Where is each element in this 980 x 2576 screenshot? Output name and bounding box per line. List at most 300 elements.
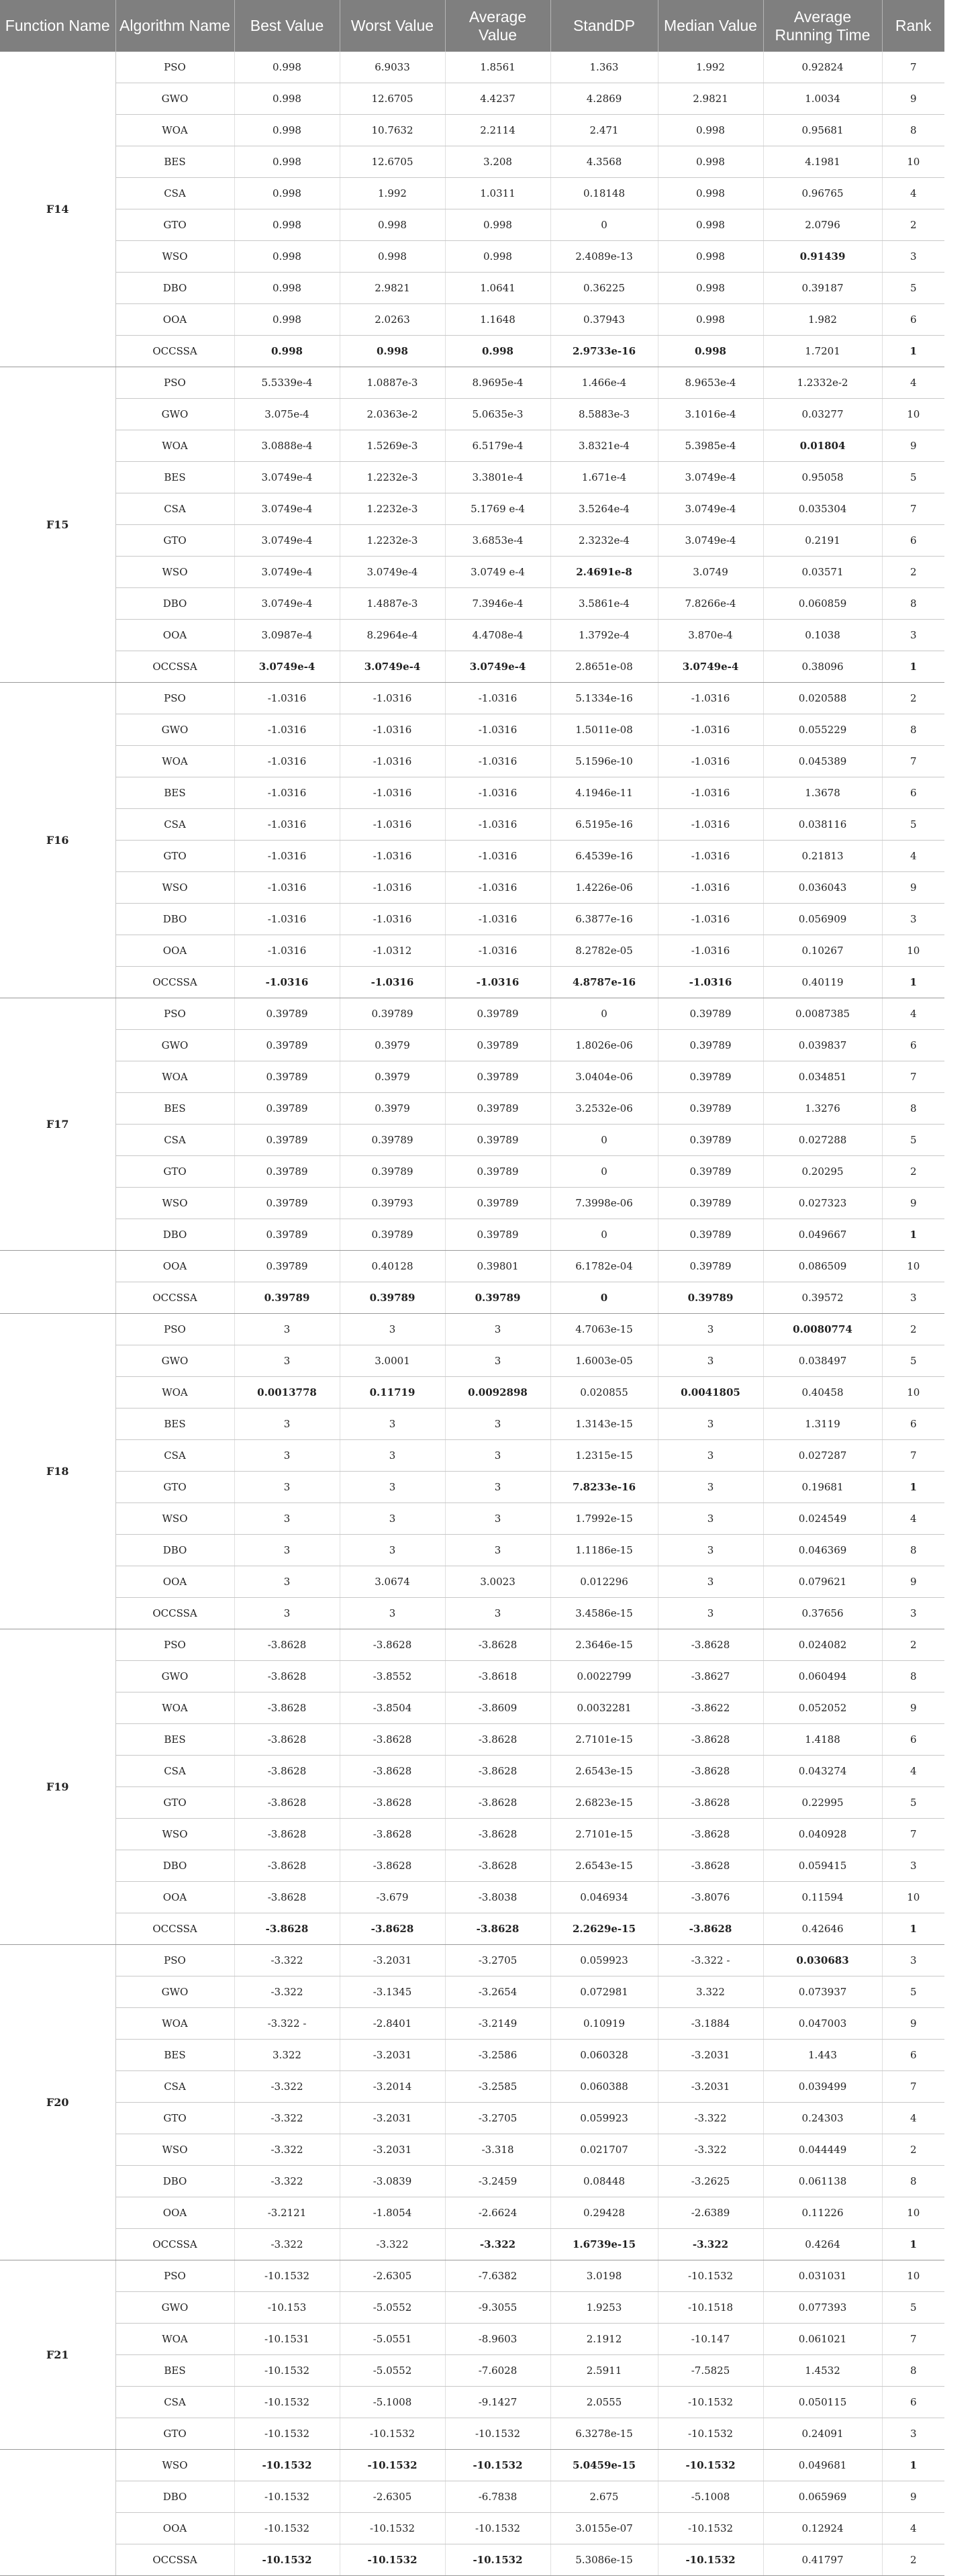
standdp-cell: 6.3877e-16	[550, 904, 658, 935]
average-value-cell: -3.2586	[445, 2040, 550, 2071]
table-row	[0, 2260, 944, 2292]
average-running-time-cell: 0.040928	[763, 1819, 882, 1850]
algorithm-name-cell: OOA	[115, 1251, 234, 1282]
worst-value-cell: 1.0887e-3	[340, 367, 445, 399]
median-value-cell: 3	[658, 1314, 763, 1345]
average-running-time-cell: 0.39572	[763, 1282, 882, 1314]
average-value-cell: -3.2459	[445, 2166, 550, 2197]
best-value-cell: -1.0316	[234, 841, 340, 872]
worst-value-cell: -3.2031	[340, 2040, 445, 2071]
algorithm-name-cell: GTO	[115, 525, 234, 557]
average-running-time-cell: 0.052052	[763, 1692, 882, 1724]
worst-value-cell: -5.0551	[340, 2324, 445, 2355]
median-value-cell: 8.9653e-4	[658, 367, 763, 399]
algorithm-name-cell: OOA	[115, 2197, 234, 2229]
worst-value-cell: 0.3979	[340, 1061, 445, 1093]
algorithm-name-cell: GWO	[115, 2292, 234, 2324]
average-value-cell: -2.6624	[445, 2197, 550, 2229]
median-value-cell: -1.0316	[658, 746, 763, 777]
table-row	[0, 462, 944, 493]
worst-value-cell: -5.1008	[340, 2387, 445, 2418]
worst-value-cell: 3.0001	[340, 1345, 445, 1377]
standdp-cell: 0.059923	[550, 1945, 658, 1976]
standdp-cell: 1.3792e-4	[550, 620, 658, 651]
worst-value-cell: 1.2232e-3	[340, 462, 445, 493]
algorithm-name-cell: OOA	[115, 1882, 234, 1913]
rank-cell: 2	[882, 683, 944, 714]
average-running-time-cell: 0.044449	[763, 2134, 882, 2166]
best-value-cell: 3.075e-4	[234, 399, 340, 430]
median-value-cell: -3.8628	[658, 1913, 763, 1945]
algorithm-name-cell: CSA	[115, 493, 234, 525]
algorithm-name-cell: OOA	[115, 1566, 234, 1598]
average-running-time-cell: 1.3119	[763, 1409, 882, 1440]
worst-value-cell: -3.8628	[340, 1756, 445, 1787]
median-value-cell: 3	[658, 1566, 763, 1598]
worst-value-cell: -2.6305	[340, 2260, 445, 2292]
median-value-cell: -1.0316	[658, 935, 763, 967]
median-value-cell: 5.3985e-4	[658, 430, 763, 462]
best-value-cell: -3.322	[234, 2071, 340, 2103]
algorithm-name-cell: GTO	[115, 209, 234, 241]
algorithm-name-cell: WSO	[115, 1503, 234, 1535]
median-value-cell: -1.0316	[658, 714, 763, 746]
median-value-cell: 0.998	[658, 241, 763, 273]
rank-cell: 2	[882, 209, 944, 241]
median-value-cell: 0.39789	[658, 1156, 763, 1188]
standdp-cell: 0.021707	[550, 2134, 658, 2166]
average-value-cell: 2.2114	[445, 115, 550, 146]
standdp-cell: 0.046934	[550, 1882, 658, 1913]
table-row	[0, 493, 944, 525]
algorithm-name-cell: DBO	[115, 588, 234, 620]
rank-cell: 3	[882, 1282, 944, 1314]
function-name-cell: F15	[0, 367, 115, 683]
worst-value-cell: -1.0312	[340, 935, 445, 967]
average-running-time-cell: 0.38096	[763, 651, 882, 683]
average-value-cell: -10.1532	[445, 2544, 550, 2576]
median-value-cell: 3.0749e-4	[658, 525, 763, 557]
algorithm-name-cell: GTO	[115, 1156, 234, 1188]
table-row	[0, 651, 944, 683]
average-value-cell: -3.8609	[445, 1692, 550, 1724]
table-row	[0, 1976, 944, 2008]
average-running-time-cell: 1.982	[763, 304, 882, 336]
function-name-cell: F18	[0, 1314, 115, 1629]
rank-cell: 7	[882, 1061, 944, 1093]
algorithm-name-cell: WOA	[115, 1061, 234, 1093]
median-value-cell: -3.2031	[658, 2040, 763, 2071]
average-running-time-cell: 0.034851	[763, 1061, 882, 1093]
worst-value-cell: 3.0674	[340, 1566, 445, 1598]
worst-value-cell: -3.8628	[340, 1629, 445, 1661]
average-running-time-cell: 0.050115	[763, 2387, 882, 2418]
median-value-cell: 0.39789	[658, 1093, 763, 1125]
algorithm-name-cell: BES	[115, 2355, 234, 2387]
worst-value-cell: -3.8628	[340, 1787, 445, 1819]
average-running-time-cell: 0.031031	[763, 2260, 882, 2292]
average-running-time-cell: 0.024549	[763, 1503, 882, 1535]
best-value-cell: -3.322	[234, 1945, 340, 1976]
best-value-cell: -10.1532	[234, 2544, 340, 2576]
worst-value-cell: -3.2031	[340, 2103, 445, 2134]
algorithm-name-cell: WSO	[115, 557, 234, 588]
standdp-cell: 1.5011e-08	[550, 714, 658, 746]
average-running-time-cell: 0.01804	[763, 430, 882, 462]
table-row	[0, 1566, 944, 1598]
average-running-time-cell: 0.055229	[763, 714, 882, 746]
standdp-cell: 1.1186e-15	[550, 1535, 658, 1566]
rank-cell: 10	[882, 1882, 944, 1913]
best-value-cell: -10.1532	[234, 2355, 340, 2387]
rank-cell: 4	[882, 178, 944, 209]
average-running-time-cell: 0.03571	[763, 557, 882, 588]
standdp-cell: 2.8651e-08	[550, 651, 658, 683]
average-value-cell: 3.0023	[445, 1566, 550, 1598]
rank-cell: 5	[882, 1787, 944, 1819]
standdp-cell: 0.08448	[550, 2166, 658, 2197]
worst-value-cell: 3	[340, 1409, 445, 1440]
worst-value-cell: -2.8401	[340, 2008, 445, 2040]
best-value-cell: -1.0316	[234, 967, 340, 998]
standdp-cell: 4.8787e-16	[550, 967, 658, 998]
average-value-cell: 5.0635e-3	[445, 399, 550, 430]
rank-cell: 7	[882, 2071, 944, 2103]
standdp-cell: 5.3086e-15	[550, 2544, 658, 2576]
best-value-cell: -10.1532	[234, 2418, 340, 2450]
function-name-cell: F14	[0, 52, 115, 367]
worst-value-cell: 2.9821	[340, 273, 445, 304]
average-value-cell: -10.1532	[445, 2450, 550, 2481]
best-value-cell: -3.8628	[234, 1629, 340, 1661]
standdp-cell: 2.5911	[550, 2355, 658, 2387]
rank-cell: 6	[882, 1724, 944, 1756]
table-body	[0, 52, 944, 2576]
average-value-cell: 4.4237	[445, 83, 550, 115]
average-running-time-cell: 0.061021	[763, 2324, 882, 2355]
median-value-cell: -10.1532	[658, 2544, 763, 2576]
standdp-cell: 1.6739e-15	[550, 2229, 658, 2260]
standdp-cell: 0	[550, 1156, 658, 1188]
rank-cell: 1	[882, 1913, 944, 1945]
table-row	[0, 998, 944, 1030]
table-row	[0, 304, 944, 336]
worst-value-cell: -1.0316	[340, 872, 445, 904]
standdp-cell: 3.4586e-15	[550, 1598, 658, 1629]
average-running-time-cell: 0.086509	[763, 1251, 882, 1282]
algorithm-name-cell: DBO	[115, 273, 234, 304]
median-value-cell: 0.998	[658, 209, 763, 241]
standdp-cell: 2.2629e-15	[550, 1913, 658, 1945]
best-value-cell: -3.8628	[234, 1913, 340, 1945]
best-value-cell: 5.5339e-4	[234, 367, 340, 399]
algorithm-name-cell: OOA	[115, 304, 234, 336]
algorithm-name-cell: WSO	[115, 1819, 234, 1850]
standdp-cell: 2.0555	[550, 2387, 658, 2418]
median-value-cell: 3	[658, 1472, 763, 1503]
table-row	[0, 1661, 944, 1692]
average-running-time-cell: 0.047003	[763, 2008, 882, 2040]
table-row	[0, 2166, 944, 2197]
table-row	[0, 1945, 944, 1976]
average-running-time-cell: 0.039499	[763, 2071, 882, 2103]
average-running-time-cell: 1.3678	[763, 777, 882, 809]
standdp-cell: 2.1912	[550, 2324, 658, 2355]
median-value-cell: -3.322 -	[658, 1945, 763, 1976]
best-value-cell: -3.8628	[234, 1819, 340, 1850]
rank-cell: 1	[882, 1219, 944, 1251]
best-value-cell: -10.1532	[234, 2387, 340, 2418]
worst-value-cell: -1.0316	[340, 714, 445, 746]
table-row	[0, 1787, 944, 1819]
rank-cell: 3	[882, 904, 944, 935]
rank-cell: 9	[882, 83, 944, 115]
best-value-cell: 0.39789	[234, 1125, 340, 1156]
average-value-cell: -10.1532	[445, 2513, 550, 2544]
worst-value-cell: 0.39789	[340, 1125, 445, 1156]
standdp-cell: 8.2782e-05	[550, 935, 658, 967]
worst-value-cell: -1.0316	[340, 809, 445, 841]
algorithm-name-cell: PSO	[115, 52, 234, 83]
rank-cell: 2	[882, 1314, 944, 1345]
average-running-time-cell: 1.2332e-2	[763, 367, 882, 399]
average-value-cell: 3.3801e-4	[445, 462, 550, 493]
median-value-cell: -3.8627	[658, 1661, 763, 1692]
median-value-cell: 0.39789	[658, 1282, 763, 1314]
average-value-cell: -1.0316	[445, 809, 550, 841]
average-running-time-cell: 0.027323	[763, 1188, 882, 1219]
algorithm-name-cell: OCCSSA	[115, 967, 234, 998]
standdp-cell: 5.0459e-15	[550, 2450, 658, 2481]
standdp-cell: 0.0022799	[550, 1661, 658, 1692]
average-running-time-cell: 0.96765	[763, 178, 882, 209]
best-value-cell: 0.39789	[234, 1156, 340, 1188]
best-value-cell: 3.0749e-4	[234, 588, 340, 620]
algorithm-name-cell: DBO	[115, 2166, 234, 2197]
algorithm-name-cell: BES	[115, 777, 234, 809]
function-name-cell	[0, 2450, 115, 2576]
best-value-cell: 3	[234, 1440, 340, 1472]
rank-cell: 3	[882, 2418, 944, 2450]
best-value-cell: -1.0316	[234, 683, 340, 714]
average-running-time-cell: 1.3276	[763, 1093, 882, 1125]
standdp-cell: 2.3232e-4	[550, 525, 658, 557]
median-value-cell: -5.1008	[658, 2481, 763, 2513]
rank-cell: 7	[882, 2324, 944, 2355]
standdp-cell: 3.0198	[550, 2260, 658, 2292]
median-value-cell: -3.8628	[658, 1724, 763, 1756]
table-row	[0, 2481, 944, 2513]
average-value-cell: -6.7838	[445, 2481, 550, 2513]
average-running-time-cell: 0.073937	[763, 1976, 882, 2008]
best-value-cell: 0.39789	[234, 1251, 340, 1282]
table-row	[0, 367, 944, 399]
average-value-cell: -9.3055	[445, 2292, 550, 2324]
worst-value-cell: 3	[340, 1503, 445, 1535]
median-value-cell: -3.8076	[658, 1882, 763, 1913]
standdp-cell: 5.1334e-16	[550, 683, 658, 714]
best-value-cell: 0.998	[234, 178, 340, 209]
standdp-cell: 1.363	[550, 52, 658, 83]
worst-value-cell: -1.0316	[340, 841, 445, 872]
average-value-cell: -3.2705	[445, 2103, 550, 2134]
algorithm-name-cell: GTO	[115, 841, 234, 872]
median-value-cell: 3.870e-4	[658, 620, 763, 651]
average-value-cell: 8.9695e-4	[445, 367, 550, 399]
worst-value-cell: 3	[340, 1535, 445, 1566]
worst-value-cell: 0.998	[340, 336, 445, 367]
average-value-cell: 0.39789	[445, 1061, 550, 1093]
median-value-cell: -3.322	[658, 2134, 763, 2166]
algorithm-name-cell: GWO	[115, 1030, 234, 1061]
function-name-cell: F16	[0, 683, 115, 998]
best-value-cell: -10.153	[234, 2292, 340, 2324]
standdp-cell: 0.059923	[550, 2103, 658, 2134]
algorithm-name-cell: CSA	[115, 809, 234, 841]
table-row	[0, 1819, 944, 1850]
median-value-cell: -1.0316	[658, 809, 763, 841]
best-value-cell: -3.8628	[234, 1692, 340, 1724]
best-value-cell: 3.0749e-4	[234, 525, 340, 557]
average-value-cell: 0.39789	[445, 1188, 550, 1219]
average-value-cell: -1.0316	[445, 967, 550, 998]
standdp-cell: 1.3143e-15	[550, 1409, 658, 1440]
average-value-cell: -1.0316	[445, 777, 550, 809]
algorithm-name-cell: WSO	[115, 872, 234, 904]
average-value-cell: 0.39789	[445, 1219, 550, 1251]
standdp-cell: 0	[550, 209, 658, 241]
algorithm-name-cell: CSA	[115, 1756, 234, 1787]
average-value-cell: 3	[445, 1345, 550, 1377]
median-value-cell: 0.39789	[658, 1030, 763, 1061]
algorithm-name-cell: BES	[115, 146, 234, 178]
algorithm-name-cell: WOA	[115, 2008, 234, 2040]
average-running-time-cell: 0.049667	[763, 1219, 882, 1251]
best-value-cell: 0.39789	[234, 1061, 340, 1093]
median-value-cell: -3.8628	[658, 1756, 763, 1787]
rank-cell: 4	[882, 2103, 944, 2134]
average-value-cell: -3.8628	[445, 1629, 550, 1661]
average-value-cell: 3	[445, 1409, 550, 1440]
best-value-cell: 0.998	[234, 304, 340, 336]
table-row	[0, 2197, 944, 2229]
rank-cell: 10	[882, 146, 944, 178]
table-row	[0, 2544, 944, 2576]
standdp-cell: 0.37943	[550, 304, 658, 336]
table-row	[0, 1030, 944, 1061]
average-value-cell: 0.39789	[445, 1093, 550, 1125]
standdp-cell: 3.0155e-07	[550, 2513, 658, 2544]
best-value-cell: -10.1532	[234, 2450, 340, 2481]
table-row	[0, 209, 944, 241]
standdp-cell: 8.5883e-3	[550, 399, 658, 430]
table-row	[0, 1756, 944, 1787]
algorithm-name-cell: OCCSSA	[115, 336, 234, 367]
average-value-cell: -3.8628	[445, 1819, 550, 1850]
worst-value-cell: -1.0316	[340, 746, 445, 777]
average-value-cell: 0.39789	[445, 1030, 550, 1061]
standdp-cell: 6.3278e-15	[550, 2418, 658, 2450]
median-value-cell: 3	[658, 1535, 763, 1566]
algorithm-name-cell: WSO	[115, 2450, 234, 2481]
standdp-cell: 1.6003e-05	[550, 1345, 658, 1377]
best-value-cell: 3.0749e-4	[234, 462, 340, 493]
table-row	[0, 1503, 944, 1535]
function-name-cell: F21	[0, 2260, 115, 2450]
table-row	[0, 1535, 944, 1566]
best-value-cell: 3	[234, 1535, 340, 1566]
algorithm-name-cell: PSO	[115, 367, 234, 399]
table-row	[0, 967, 944, 998]
average-running-time-cell: 0.22995	[763, 1787, 882, 1819]
best-value-cell: 0.39789	[234, 1282, 340, 1314]
table-row	[0, 1061, 944, 1093]
best-value-cell: -3.322	[234, 1976, 340, 2008]
algorithm-name-cell: WOA	[115, 1377, 234, 1409]
algorithm-name-cell: GTO	[115, 1787, 234, 1819]
rank-cell: 5	[882, 1125, 944, 1156]
best-value-cell: -10.1532	[234, 2481, 340, 2513]
table-row	[0, 1629, 944, 1661]
average-running-time-cell: 0.2191	[763, 525, 882, 557]
average-value-cell: -1.0316	[445, 841, 550, 872]
best-value-cell: 0.39789	[234, 1219, 340, 1251]
table-row	[0, 620, 944, 651]
average-running-time-cell: 0.40458	[763, 1377, 882, 1409]
table-row	[0, 525, 944, 557]
average-value-cell: 0.998	[445, 336, 550, 367]
table-row	[0, 714, 944, 746]
worst-value-cell: 0.3979	[340, 1030, 445, 1061]
algorithm-name-cell: PSO	[115, 1945, 234, 1976]
algorithm-name-cell: OCCSSA	[115, 2229, 234, 2260]
average-running-time-cell: 1.443	[763, 2040, 882, 2071]
standdp-cell: 6.4539e-16	[550, 841, 658, 872]
average-value-cell: -3.2149	[445, 2008, 550, 2040]
standdp-cell: 3.2532e-06	[550, 1093, 658, 1125]
rank-cell: 2	[882, 2544, 944, 2576]
worst-value-cell: -10.1532	[340, 2544, 445, 2576]
average-running-time-cell: 0.20295	[763, 1156, 882, 1188]
rank-cell: 9	[882, 872, 944, 904]
algorithm-name-cell: CSA	[115, 2071, 234, 2103]
algorithm-name-cell: PSO	[115, 2260, 234, 2292]
rank-cell: 3	[882, 1945, 944, 1976]
median-value-cell: 0.998	[658, 178, 763, 209]
algorithm-name-cell: GWO	[115, 714, 234, 746]
rank-cell: 2	[882, 1156, 944, 1188]
rank-cell: 8	[882, 2355, 944, 2387]
table-row	[0, 115, 944, 146]
table-row	[0, 146, 944, 178]
rank-cell: 7	[882, 52, 944, 83]
median-value-cell: -1.0316	[658, 841, 763, 872]
median-value-cell: -3.8628	[658, 1850, 763, 1882]
best-value-cell: 3.0888e-4	[234, 430, 340, 462]
rank-cell: 10	[882, 2197, 944, 2229]
average-running-time-cell: 0.020588	[763, 683, 882, 714]
worst-value-cell: -1.0316	[340, 967, 445, 998]
average-running-time-cell: 0.4264	[763, 2229, 882, 2260]
table-row	[0, 1440, 944, 1472]
median-value-cell: -1.0316	[658, 904, 763, 935]
average-value-cell: 1.8561	[445, 52, 550, 83]
average-running-time-cell: 0.038497	[763, 1345, 882, 1377]
worst-value-cell: 0.40128	[340, 1251, 445, 1282]
table-row	[0, 1882, 944, 1913]
best-value-cell: 0.998	[234, 273, 340, 304]
best-value-cell: 0.998	[234, 209, 340, 241]
